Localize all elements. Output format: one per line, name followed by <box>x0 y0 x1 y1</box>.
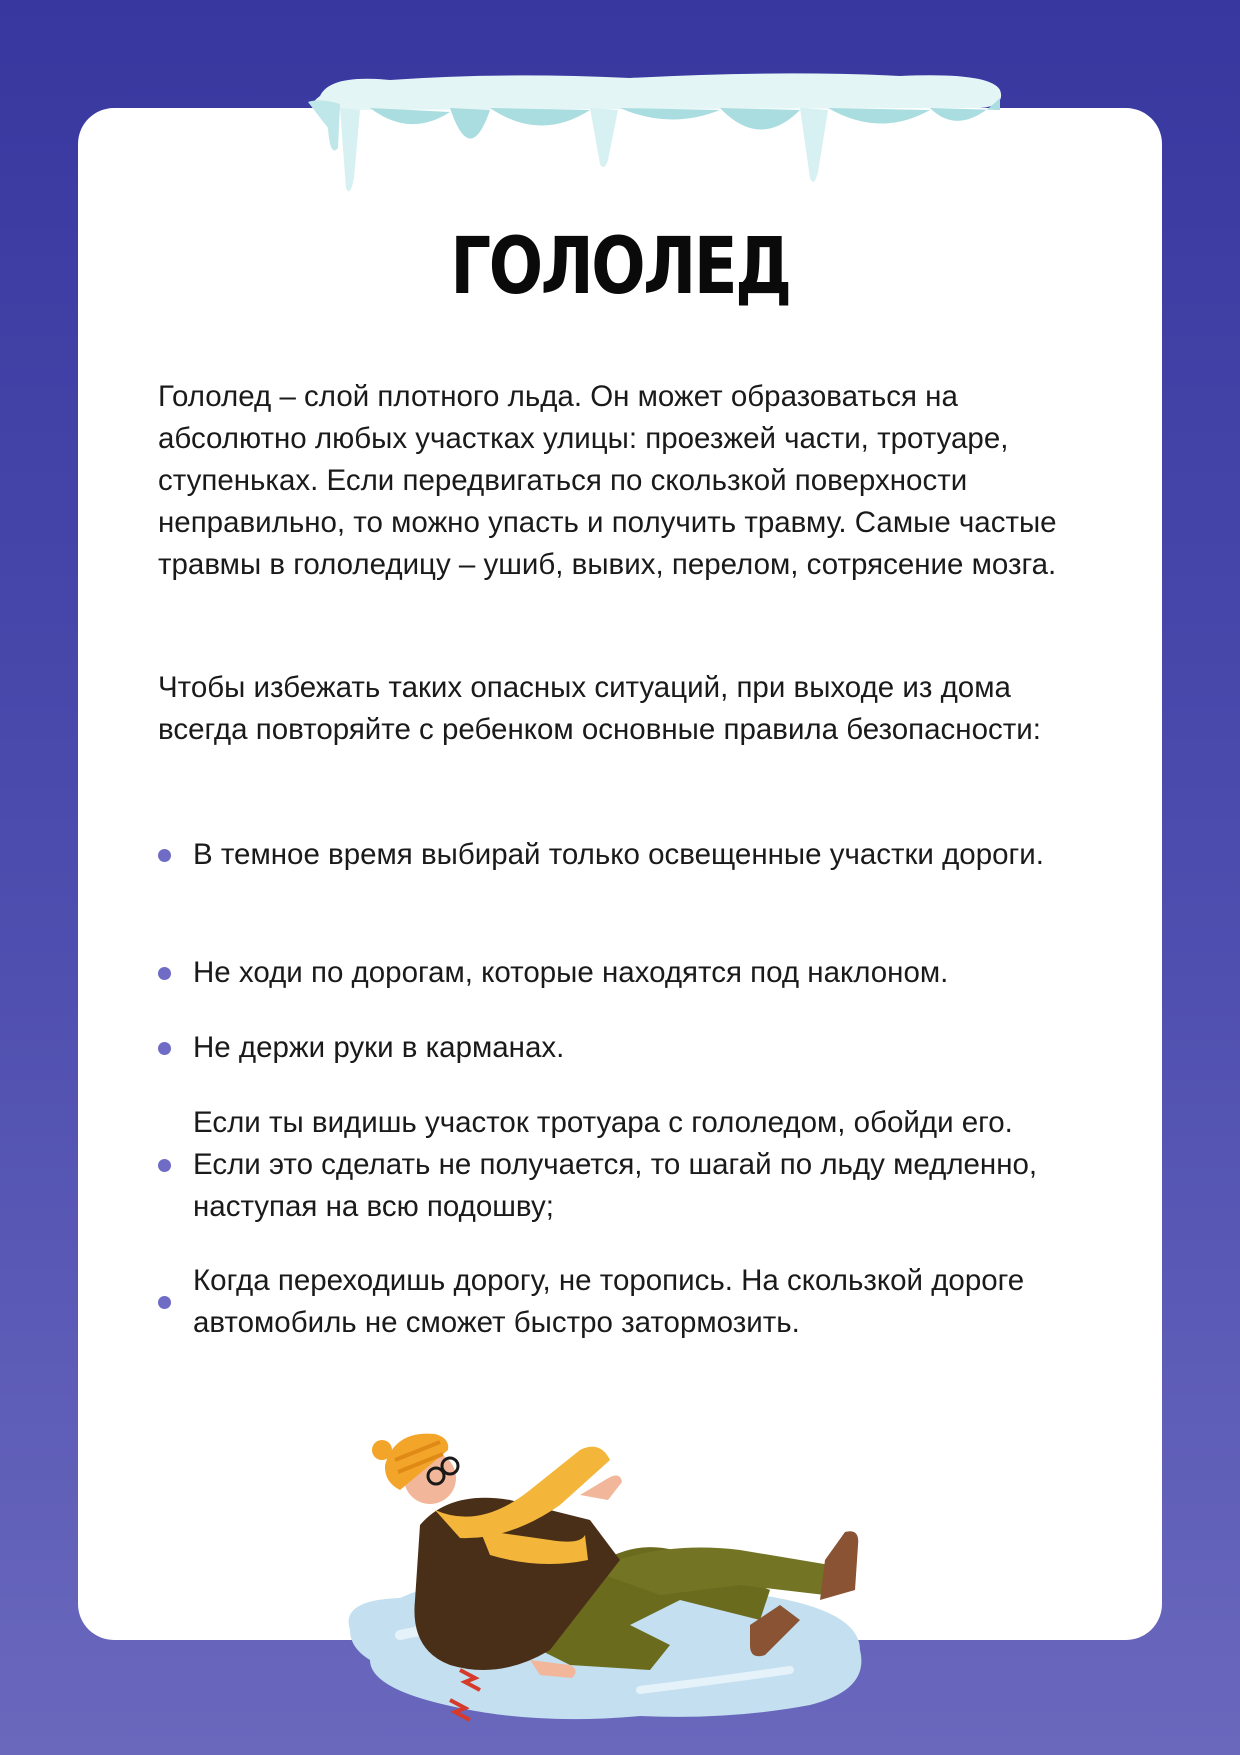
list-item <box>158 1102 1088 1228</box>
rule-text: В темное время выбирай только освещенные участки дороги. <box>193 838 1044 871</box>
rule-text: Если ты видишь участок тротуара с гололедом, обойди его. Если это сделать не получается, то шагай по льду медленно, наступая на всю подошву; <box>193 1106 1038 1223</box>
page-title: ГОЛОЛЕД <box>450 222 790 312</box>
list-item <box>158 952 1088 994</box>
list-item <box>158 1260 1088 1344</box>
rule-text: Не ходи по дорогам, которые находятся под наклоном. <box>193 956 949 989</box>
bullet-icon <box>158 1042 171 1055</box>
bullet-icon <box>158 967 171 980</box>
bullet-icon <box>158 1296 171 1309</box>
list-item <box>158 1027 1088 1069</box>
icicles-icon <box>300 68 1010 200</box>
safety-paragraph: Чтобы избежать таких опасных ситуаций, при выходе из дома всегда повторяйте с ребенком основные правила безопасности: <box>158 671 1041 746</box>
rule-text: Когда переходишь дорогу, не торопись. На скользкой дороге автомобиль не сможет быстро затормозить. <box>193 1264 1025 1339</box>
rule-text: Не держи руки в карманах. <box>193 1031 565 1064</box>
person-slipping-on-ice-icon <box>340 1420 900 1740</box>
intro-paragraph: Гололед – слой плотного льда. Он может образоваться на абсолютно любых участках улицы: проезжей части, тротуаре, ступеньках. Если передвигаться по скользкой поверхности неправильно, то можно упасть и получить травму. Самые частые травмы в гололедицу – ушиб, вывих, перелом, сотрясение мозга. <box>158 380 1057 581</box>
bullet-icon <box>158 1159 171 1172</box>
bullet-icon <box>158 849 171 862</box>
list-item <box>158 834 1088 876</box>
